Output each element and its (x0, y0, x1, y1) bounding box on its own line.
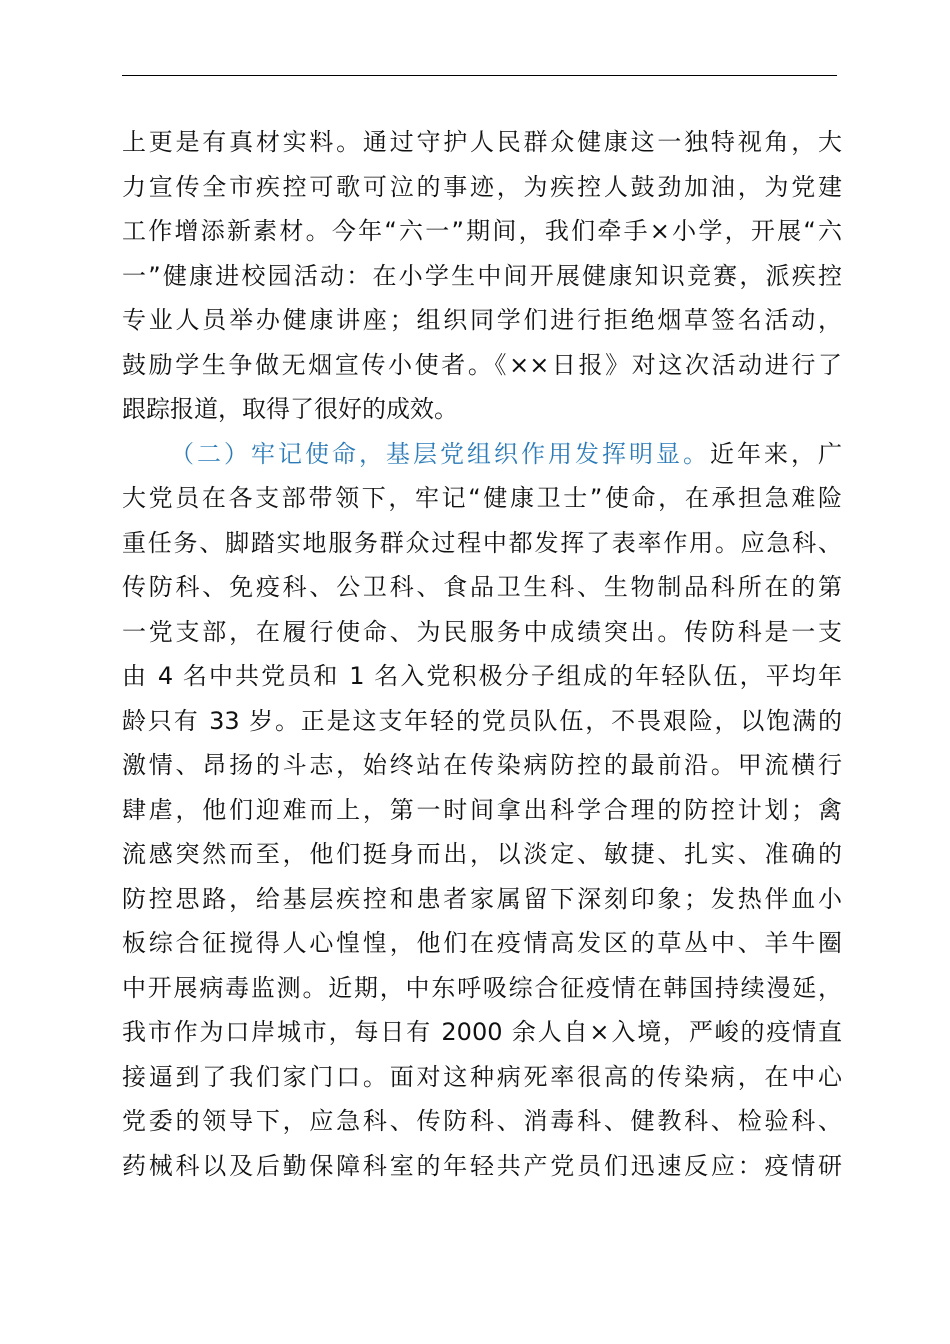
text-line: 一党支部，在履行使命、为民服务中成绩突出。传防科是一支 (122, 617, 842, 646)
text-line: 传防科、免疫科、公卫科、食品卫生科、生物制品科所在的第 (122, 573, 842, 601)
text-line: 大党员在各支部带领下，牢记“健康卫士”使命，在承担急难险 (122, 484, 842, 512)
text-line: 上更是有真材实料。通过守护人民群众健康这一独特视角，大 (122, 128, 842, 156)
section-heading: （二）牢记使命，基层党组织作用发挥明显。 (170, 439, 710, 468)
text-line: 板综合征搅得人心惶惶，他们在疫情高发区的草丛中、羊牛圈 (122, 929, 842, 957)
text-line: 一”健康进校园活动：在小学生中间开展健康知识竞赛，派疾控 (122, 261, 842, 290)
text-line: 党委的领导下，应急科、传防科、消毒科、健教科、检验科、 (122, 1107, 842, 1135)
document-body (122, 120, 842, 1188)
text-line: 流感突然而至，他们挺身而出，以淡定、敏捷、扎实、准确的 (122, 840, 842, 868)
text-line: 重任务、脚踏实地服务群众过程中都发挥了表率作用。应急科、 (122, 528, 842, 557)
section-heading-line (122, 432, 842, 477)
text-line: 龄只有 33 岁。正是这支年轻的党员队伍，不畏艰险，以饱满的 (122, 706, 842, 735)
text-run: 近年来，广 (710, 439, 842, 468)
text-line: 专业人员举办健康讲座；组织同学们进行拒绝烟草签名活动， (122, 306, 842, 334)
text-line: 肆虐，他们迎难而上，第一时间拿出科学合理的防控计划；禽 (122, 795, 842, 824)
text-line: 力宣传全市疾控可歌可泣的事迹，为疾控人鼓劲加油，为党建 (122, 172, 842, 201)
text-line: 由 4 名中共党员和 1 名入党积极分子组成的年轻队伍，平均年 (122, 662, 842, 690)
text-line: 我市作为口岸城市，每日有 2000 余人自×入境，严峻的疫情直 (122, 1018, 842, 1046)
text-line: 接逼到了我们家门口。面对这种病死率很高的传染病，在中心 (122, 1062, 842, 1091)
text-line: 激情、昂扬的斗志，始终站在传染病防控的最前沿。甲流横行 (122, 751, 842, 779)
text-line: 跟踪报道，取得了很好的成效。 (122, 395, 458, 423)
text-line: 中开展病毒监测。近期，中东呼吸综合征疫情在韩国持续漫延， (122, 973, 842, 1002)
text-line: 工作增添新素材。今年“六一”期间，我们牵手×小学，开展“六 (122, 217, 842, 245)
header-rule (122, 75, 837, 76)
text-line: 药械科以及后勤保障科室的年轻共产党员们迅速反应：疫情研 (122, 1151, 842, 1180)
text-line: 鼓励学生争做无烟宣传小使者。《××日报》对这次活动进行了 (122, 350, 842, 379)
text-line: 防控思路，给基层疾控和患者家属留下深刻印象；发热伴血小 (122, 884, 842, 913)
